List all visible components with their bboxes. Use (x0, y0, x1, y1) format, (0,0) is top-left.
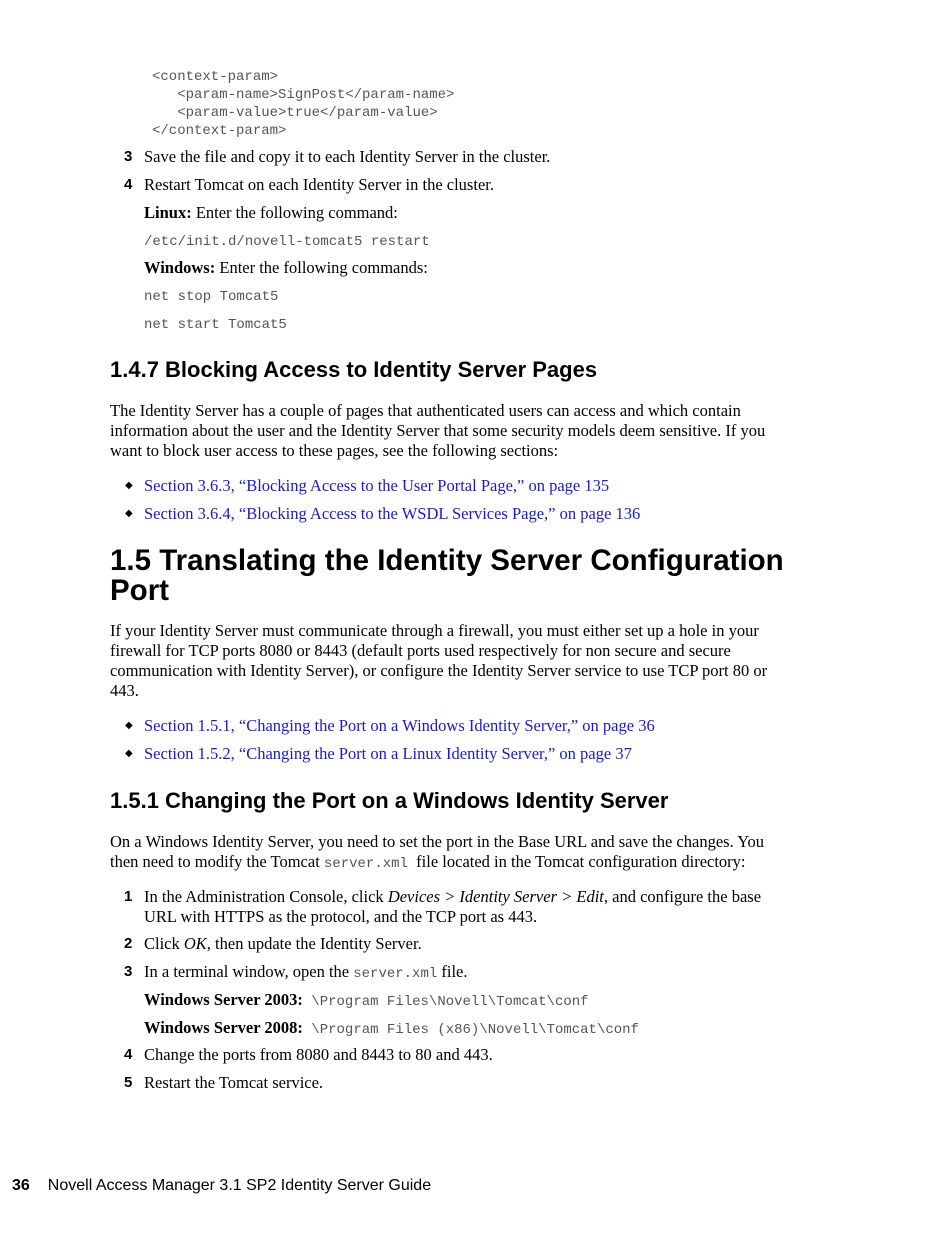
text-span: then need to modify the Tomcat (110, 852, 324, 871)
text-span: URL with HTTPS as the protocol, and the TCP port as 443. (144, 907, 538, 926)
linux-label: Linux: (144, 203, 192, 222)
page-number: 36 (12, 1177, 30, 1194)
windows-2003-path (144, 990, 589, 1012)
step-text: Restart the Tomcat service. (144, 1073, 324, 1092)
text-span: Click (144, 934, 184, 953)
step-text: Restart Tomcat on each Identity Server in the cluster. (144, 175, 494, 194)
paragraph-line: firewall for TCP ports 8080 or 8443 (default ports used respectively for non secure and secure (110, 641, 731, 660)
windows-2008-path (144, 1018, 639, 1040)
step-text (144, 934, 804, 954)
text-span: , and configure the base (603, 887, 762, 906)
bullet-icon: ◆ (125, 720, 133, 731)
link-section-1-5-1[interactable]: Section 1.5.1, “Changing the Port on a Windows Identity Server,” on page 36 (144, 716, 655, 735)
link-section-1-5-2[interactable]: Section 1.5.2, “Changing the Port on a Linux Identity Server,” on page 37 (144, 744, 632, 763)
paragraph-line: If your Identity Server must communicate through a firewall, you must either set up a hole in your (110, 621, 759, 640)
text-span: file located in the Tomcat configuration directory: (407, 852, 746, 871)
code-line: </context-param> (152, 123, 287, 139)
code-line: <param-value>true</param-value> (152, 105, 438, 121)
windows-command-start: net start Tomcat5 (144, 317, 287, 333)
paragraph-line (110, 852, 800, 874)
step-number: 5 (124, 1074, 133, 1091)
ws2008-path: \Program Files (x86)\Novell\Tomcat\conf (302, 1022, 639, 1038)
section-heading-1-5 (110, 546, 830, 606)
bullet-icon: ◆ (125, 480, 133, 491)
step-number: 2 (124, 935, 133, 952)
windows-instruction (144, 258, 428, 278)
linux-command: /etc/init.d/novell-tomcat5 restart (144, 234, 430, 250)
step-text (144, 887, 804, 927)
footer-title: Novell Access Manager 3.1 SP2 Identity Server Guide (47, 1177, 432, 1194)
ws2003-path: \Program Files\Novell\Tomcat\conf (302, 994, 589, 1010)
step-number: 4 (124, 1046, 133, 1063)
section-heading-1-5-1: 1.5.1 Changing the Port on a Windows Identity Server (110, 788, 669, 813)
step-text: Change the ports from 8080 and 8443 to 80 and 443. (144, 1045, 493, 1064)
step-text: Save the file and copy it to each Identity Server in the cluster. (144, 147, 551, 166)
bullet-icon: ◆ (125, 508, 133, 519)
ws2008-label: Windows Server 2008: (144, 1018, 303, 1037)
step-number: 3 (124, 963, 133, 980)
paragraph-line: communication with Identity Server), or configure the Identity Server service to use TCP port 80 or (110, 661, 768, 680)
paragraph-line: 443. (110, 681, 139, 700)
heading-line: Port (110, 574, 169, 607)
link-section-3-6-3[interactable]: Section 3.6.3, “Blocking Access to the User Portal Page,” on page 135 (144, 476, 610, 495)
step-number: 3 (124, 148, 133, 165)
page-footer (12, 1176, 431, 1196)
paragraph (110, 832, 800, 874)
menu-path: Devices > Identity Server > Edit (387, 887, 604, 906)
paragraph-line: information about the user and the Identity Server that some security models deem sensitive. If you (110, 421, 766, 440)
text-span: In a terminal window, open the (144, 962, 354, 981)
windows-command-stop: net stop Tomcat5 (144, 289, 279, 305)
linux-text: Enter the following command: (191, 203, 398, 222)
inline-code-server-xml: server.xml (353, 966, 438, 982)
linux-instruction (144, 203, 398, 223)
paragraph (110, 621, 800, 701)
paragraph-line: want to block user access to these pages, see the following sections: (110, 441, 559, 460)
heading-line: 1.5 Translating the Identity Server Configuration (110, 544, 784, 577)
ok-label: OK (183, 934, 207, 953)
text-span: , then update the Identity Server. (206, 934, 422, 953)
bullet-icon: ◆ (125, 748, 133, 759)
section-heading-1-4-7: 1.4.7 Blocking Access to Identity Server Pages (110, 357, 598, 382)
ws2003-label: Windows Server 2003: (144, 990, 303, 1009)
windows-text: Enter the following commands: (215, 258, 428, 277)
text-span: file. (437, 962, 468, 981)
text-span: In the Administration Console, click (144, 887, 388, 906)
paragraph (110, 401, 800, 461)
step-number: 4 (124, 176, 133, 193)
link-section-3-6-4[interactable]: Section 3.6.4, “Blocking Access to the WSDL Services Page,” on page 136 (144, 504, 641, 523)
paragraph-line: The Identity Server has a couple of pages that authenticated users can access and which contain (110, 401, 741, 420)
code-block-context-param (152, 68, 454, 140)
step-text (144, 962, 804, 984)
windows-label: Windows: (144, 258, 216, 277)
code-line: <context-param> (152, 69, 279, 85)
paragraph-line: On a Windows Identity Server, you need to set the port in the Base URL and save the changes. You (110, 832, 764, 851)
code-line: <param-name>SignPost</param-name> (152, 87, 455, 103)
step-number: 1 (124, 888, 133, 905)
inline-code-server-xml: server.xml (323, 856, 408, 872)
